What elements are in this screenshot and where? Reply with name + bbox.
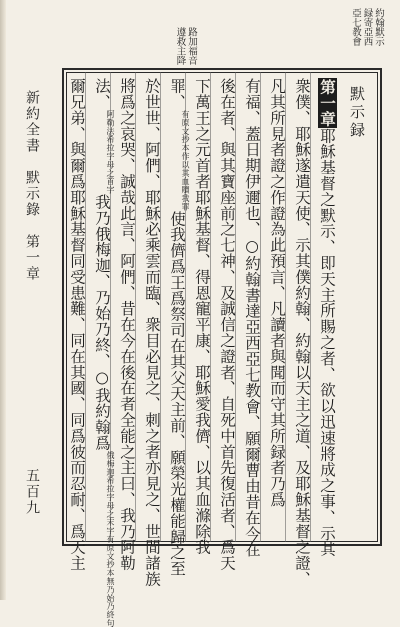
column-text: 爾兄弟、與爾爲耶穌基督同受患難、同在其國、同爲彼而忍耐、爲天主: [68, 78, 86, 571]
column-text: 下萬王之元首者耶穌基督、得恩寵平康、耶穌愛我儕、以其血滌除我: [193, 78, 211, 555]
header-note-line: 亞七教會: [350, 8, 361, 46]
column-annotation: 俄梅迦希拉字母之末字: [106, 450, 115, 535]
column-prefix: 法、: [93, 78, 111, 110]
header-note-left: [155, 27, 197, 71]
text-column: [314, 78, 340, 558]
chapter-mark: 第一章: [318, 79, 337, 127]
column-text: 我乃俄梅迦、乃始乃終、○我約翰爲: [93, 193, 111, 451]
header-note-line: 約翰默示: [373, 8, 384, 46]
column-text: 耶穌基督之默示、即天主所賜之者、欲以迅速將成之事、示其: [318, 127, 336, 558]
column-text: 於世世、阿們、耶穌必乘雲而臨、衆目必見之、刺之者亦見之、世間諸族: [143, 78, 161, 587]
text-column: [164, 78, 190, 577]
text-column: [239, 78, 265, 558]
text-column: [214, 78, 240, 571]
column-text: 使我儕爲王爲祭司在其父天主前、願榮光權能歸之至: [168, 210, 186, 577]
column-text: 將爲之哀哭、誠哉此言、阿們、昔在今在後在者全能之主曰、我乃阿勒: [118, 78, 136, 571]
column-text: 衆僕、耶穌遂遣天使、示其僕約翰、約翰以天主之道、及耶穌基督之證、: [293, 78, 311, 587]
column-annotation: 阿勒法希拉字母之首字: [106, 109, 115, 194]
text-column: [264, 78, 290, 538]
page-number: 五百九: [24, 468, 40, 516]
text-column: [114, 78, 140, 571]
column-text: 凡其所見者證之作證為此預言、凡讀者與聞而守其所録者乃爲: [268, 78, 286, 508]
column-annotation: 有原文抄本無乃始乃終句: [106, 534, 115, 627]
running-head: 新約全書 默示錄 第一章: [24, 90, 40, 282]
text-column: [189, 78, 215, 555]
text-column: [89, 78, 115, 627]
text-column: [139, 78, 165, 587]
column-text: 有福、蓋日期伊邇也、○約翰書達亞西亞七教會、願爾曹由昔在今在: [243, 78, 261, 558]
header-note-line: 路加福音: [186, 27, 197, 65]
header-note-line: 遵救主降: [174, 27, 186, 65]
column-annotation: 有原文抄本作以其血贖我罪: [181, 109, 190, 211]
column-prefix: 罪、: [168, 78, 186, 110]
header-note-line: 録寄亞西: [361, 8, 373, 46]
header-note-right: [336, 8, 384, 52]
chapter-title: 默示録: [348, 86, 366, 140]
text-column: [64, 78, 90, 571]
page-gutter: [0, 0, 6, 600]
text-column: [289, 78, 315, 587]
column-text: 後在者、與其寶座前之七神、及誠信之證者、自死中首先復活者、爲天: [218, 78, 236, 571]
